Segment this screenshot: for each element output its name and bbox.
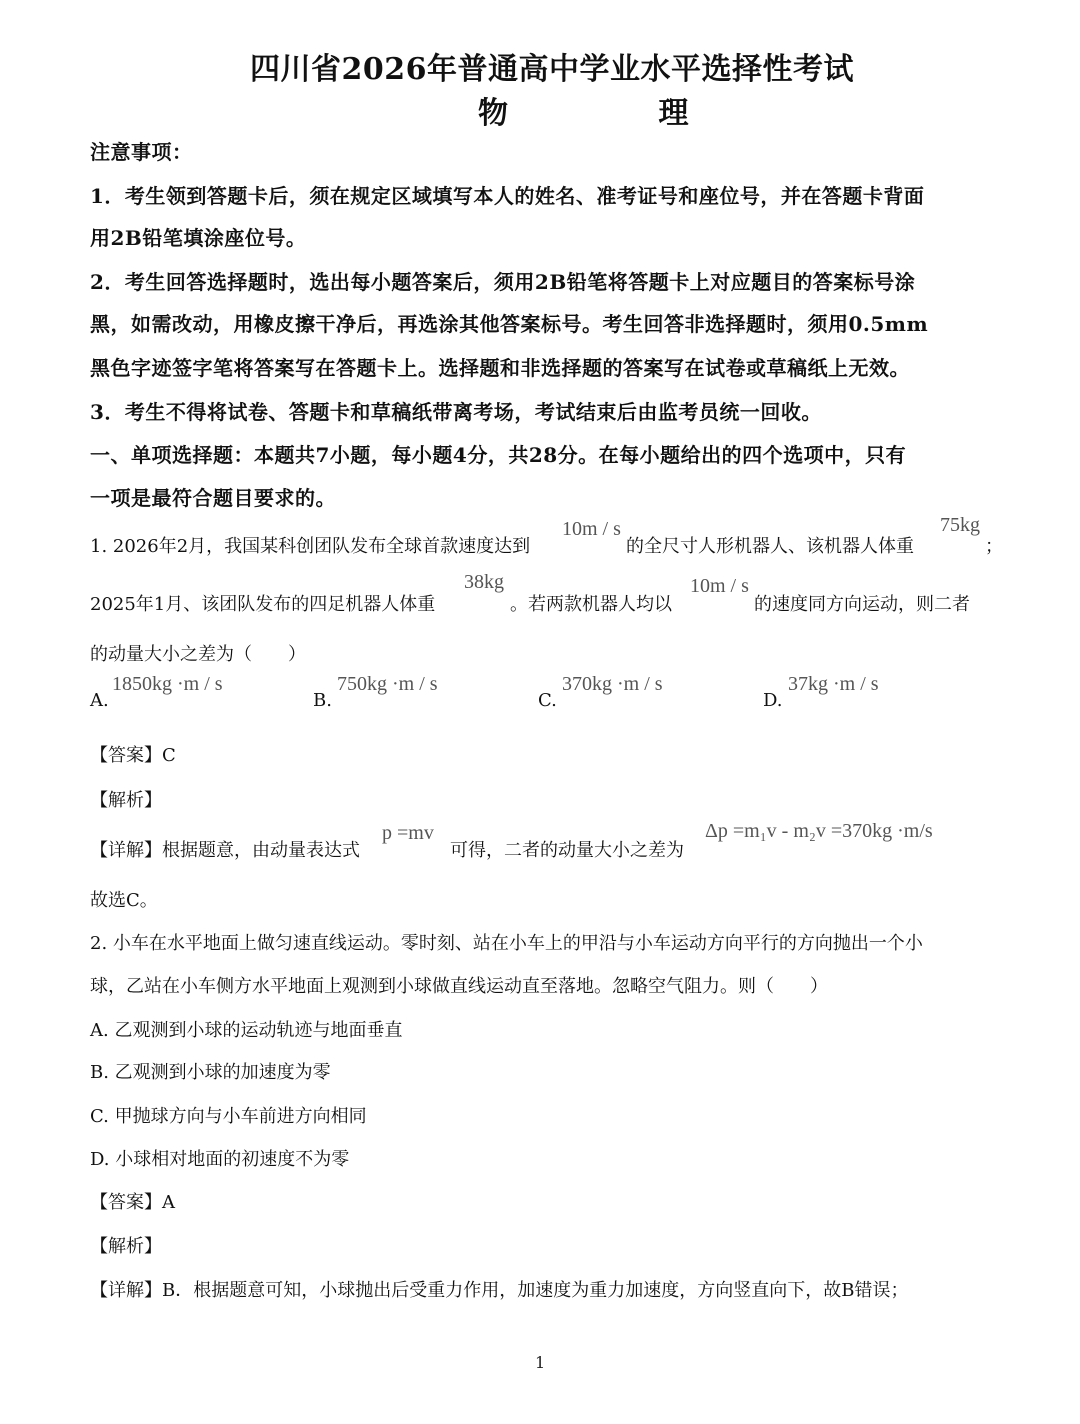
q1-formula-mass-1: 75kg (940, 514, 980, 536)
q1-option-a-value: 1850kg ·m / s (112, 673, 223, 695)
q1-line-1-part-b: 的全尺寸人形机器人、该机器人体重 (626, 536, 914, 557)
q1-answer: 【答案】C (90, 745, 176, 766)
q2-line-2: 球，乙站在小车侧方水平地面上观测到小球做直线运动直至落地。忽略空气阻力。则（ ） (90, 976, 828, 997)
q2-answer: 【答案】A (90, 1192, 175, 1213)
q1-option-a-letter: A. (90, 690, 109, 711)
q1-line-2-part-c: 的速度同方向运动，则二者 (754, 594, 970, 615)
subject-title: 物 理 (478, 96, 759, 131)
q1-formula-speed-1: 10m / s (562, 518, 621, 540)
q1-detail-formula-momentum: p =mv (382, 822, 434, 844)
q1-option-b-letter: B. (313, 690, 332, 711)
q1-option-c-letter: C. (538, 690, 557, 711)
q2-option-b: B. 乙观测到小球的加速度为零 (90, 1062, 331, 1083)
notice-item-2-line-1: 2．考生回答选择题时，选出每小题答案后，须用2B铅笔将答题卡上对应题目的答案标号涂 (90, 270, 916, 294)
q1-line-2-part-b: 。若两款机器人均以 (510, 594, 672, 615)
section-1-line-1: 一、单项选择题：本题共7小题，每小题4分，共28分。在每小题给出的四个选项中，只有 (90, 443, 907, 467)
q2-detail: 【详解】B．根据题意可知，小球抛出后受重力作用，加速度为重力加速度，方向竖直向下，故B错误； (90, 1280, 909, 1301)
notice-item-3: 3．考生不得将试卷、答题卡和草稿纸带离考场，考试结束后由监考员统一回收。 (90, 400, 822, 424)
q1-line-1-part-a: 1. 2026年2月，我国某科创团队发布全球首款速度达到 (90, 536, 531, 557)
q1-line-3: 的动量大小之差为（ ） (90, 644, 306, 665)
section-1-line-2: 一项是最符合题目要求的。 (90, 486, 336, 510)
q1-line-1-part-c: ； (985, 536, 1003, 557)
q1-option-c-value: 370kg ·m / s (562, 673, 663, 695)
q1-conclusion: 故选C。 (90, 890, 158, 911)
q1-analysis-label: 【解析】 (90, 790, 162, 811)
notice-item-1-line-2: 用2B铅笔填涂座位号。 (90, 226, 307, 250)
q1-detail-formula-difference: Δp =m₁v - m₂v =370kg ·m/s (705, 820, 933, 842)
q1-option-d-value: 37kg ·m / s (788, 673, 879, 695)
q2-option-a: A. 乙观测到小球的运动轨迹与地面垂直 (90, 1020, 403, 1041)
notice-item-1-line-1: 1．考生领到答题卡后，须在规定区域填写本人的姓名、准考证号和座位号，并在答题卡背面 (90, 184, 925, 208)
q1-detail-part-b: 可得，二者的动量大小之差为 (450, 840, 684, 861)
q1-formula-mass-2: 38kg (464, 571, 504, 593)
q1-line-2-part-a: 2025年1月、该团队发布的四足机器人体重 (90, 594, 436, 615)
q2-option-d: D. 小球相对地面的初速度不为零 (90, 1149, 350, 1170)
exam-title: 四川省2026年普通高中学业水平选择性考试 (250, 52, 854, 87)
q1-detail-part-a: 【详解】根据题意，由动量表达式 (90, 840, 360, 861)
q2-option-c: C. 甲抛球方向与小车前进方向相同 (90, 1106, 367, 1127)
notice-item-2-line-2: 黑，如需改动，用橡皮擦干净后，再选涂其他答案标号。考生回答非选择题时，须用0.5mm (90, 312, 929, 336)
q2-analysis-label: 【解析】 (90, 1236, 162, 1257)
notice-item-2-line-3: 黑色字迹签字笔将答案写在答题卡上。选择题和非选择题的答案写在试卷或草稿纸上无效。 (90, 356, 910, 380)
q1-formula-speed-2: 10m / s (690, 575, 749, 597)
q1-option-d-letter: D. (763, 690, 783, 711)
q1-option-b-value: 750kg ·m / s (337, 673, 438, 695)
q2-line-1: 2. 小车在水平地面上做匀速直线运动。零时刻、站在小车上的甲沿与小车运动方向平行的方向抛出一个小 (90, 933, 923, 954)
page-number: 1 (535, 1353, 546, 1372)
notice-heading: 注意事项： (90, 140, 193, 164)
